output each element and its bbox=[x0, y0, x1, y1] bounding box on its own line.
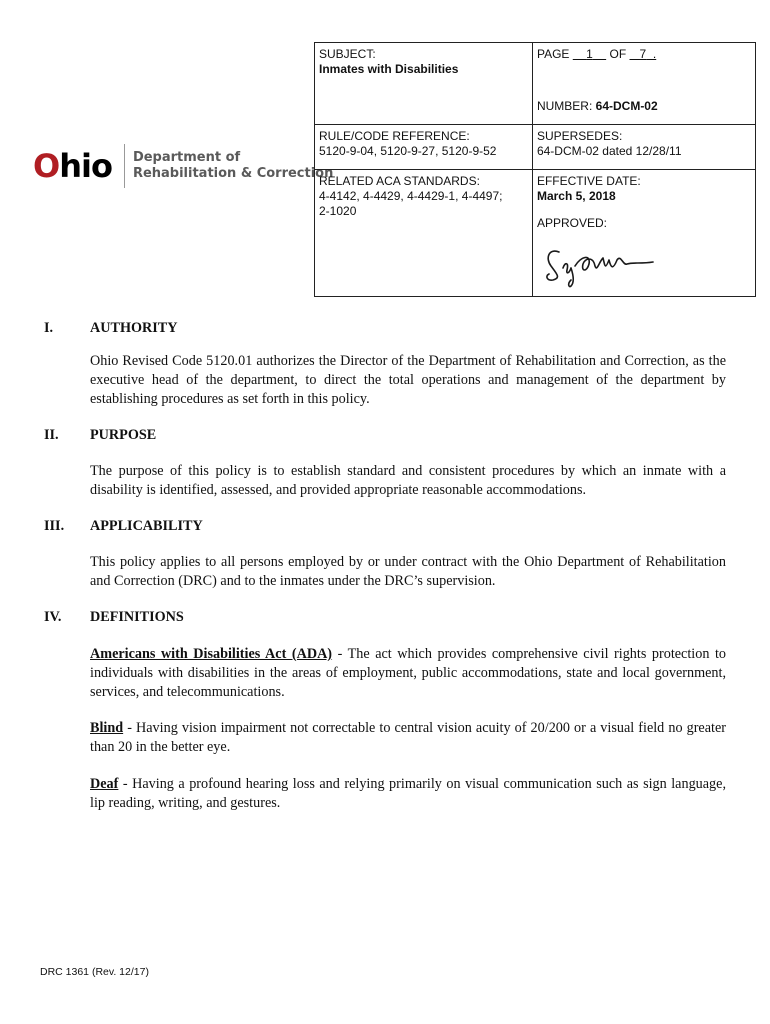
supersedes-label: SUPERSEDES: bbox=[536, 129, 623, 143]
signature-image bbox=[541, 238, 661, 288]
section-number: IV. bbox=[44, 609, 62, 625]
supersedes-cell bbox=[532, 125, 755, 170]
supersedes-value: 64-DCM-02 dated 12/28/11 bbox=[536, 144, 682, 158]
aca-standards-cell bbox=[315, 170, 533, 297]
page-indicator bbox=[537, 47, 752, 62]
subject-cell bbox=[315, 43, 533, 125]
aca-value-line1: 4-4142, 4-4429, 4-4429-1, 4-4497; bbox=[319, 189, 503, 203]
rule-value: 5120-9-04, 5120-9-27, 5120-9-52 bbox=[319, 144, 497, 158]
section-authority-text: Ohio Revised Code 5120.01 authorizes the Director of the Department of Rehabilitation and Correction, as the executive head of the department, to direct the total operations and management of the department by establishing procedures as set forth in this policy. bbox=[90, 353, 726, 407]
number-label: NUMBER: bbox=[536, 98, 593, 113]
definition-term: Blind bbox=[90, 720, 124, 736]
section-number: II. bbox=[44, 427, 59, 443]
number-value: 64-DCM-02 bbox=[595, 98, 658, 113]
section-title: PURPOSE bbox=[90, 427, 157, 443]
logo-brand: Ohio bbox=[33, 147, 112, 185]
definition-deaf bbox=[90, 775, 726, 813]
rule-label: RULE/CODE REFERENCE: bbox=[319, 129, 470, 143]
section-title: AUTHORITY bbox=[90, 320, 178, 336]
subject-value: Inmates with Disabilities bbox=[319, 62, 459, 76]
rule-reference-cell bbox=[315, 125, 533, 170]
page-cell bbox=[532, 43, 755, 84]
subject-label: SUBJECT: bbox=[319, 47, 376, 61]
logo-dept-line1: Department of bbox=[132, 150, 241, 165]
page-label: PAGE bbox=[536, 47, 570, 61]
section-number: I. bbox=[44, 320, 54, 336]
definition-text: - Having a profound hearing loss and relying primarily on visual communication such as sign language, lip reading, writing, and gestures. bbox=[90, 776, 726, 811]
of-label: OF bbox=[609, 47, 627, 61]
number-cell bbox=[532, 83, 755, 125]
effective-label: EFFECTIVE DATE: bbox=[536, 174, 641, 188]
effective-date-cell bbox=[532, 170, 755, 215]
page-number: 1 bbox=[586, 47, 593, 61]
section-title: APPLICABILITY bbox=[90, 518, 203, 534]
logo-dept-line2: Rehabilitation & Correction bbox=[132, 166, 334, 181]
definition-ada bbox=[90, 645, 726, 702]
approved-cell bbox=[532, 214, 755, 297]
approved-label: APPROVED: bbox=[536, 216, 607, 230]
definition-term: Deaf bbox=[90, 776, 119, 792]
form-number-footer: DRC 1361 (Rev. 12/17) bbox=[40, 966, 149, 978]
policy-header-table bbox=[314, 42, 756, 297]
definition-term: Americans with Disabilities Act (ADA) bbox=[90, 646, 333, 662]
section-purpose-text: The purpose of this policy is to establish standard and consistent procedures by which an inmate with a disability is identified, assessed, and provided appropriate reasonable accommodations. bbox=[90, 463, 726, 498]
aca-label: RELATED ACA STANDARDS: bbox=[319, 174, 480, 188]
logo-divider bbox=[124, 144, 125, 188]
definition-text: - Having vision impairment not correctable to central vision acuity of 20/200 or a visual field no greater than 20 in the better eye. bbox=[90, 720, 726, 755]
section-applicability-text: This policy applies to all persons employed by or under contract with the Ohio Department of Rehabilitation and Correction (DRC) and to the inmates under the DRC’s supervision. bbox=[90, 554, 726, 589]
definition-blind bbox=[90, 719, 726, 757]
logo-dept-name bbox=[133, 150, 333, 182]
section-number: III. bbox=[44, 518, 65, 534]
effective-value: March 5, 2018 bbox=[536, 189, 616, 203]
definition-text: - The act which provides comprehensive civil rights protection to individuals with disabilities in the areas of employment, public accommodations, state and local government, services, and telecommunications. bbox=[90, 646, 726, 700]
ohio-drc-logo bbox=[33, 143, 333, 189]
aca-value-line2: 2-1020 bbox=[319, 204, 357, 218]
page-total: 7 . bbox=[639, 47, 657, 61]
section-title: DEFINITIONS bbox=[90, 609, 184, 625]
